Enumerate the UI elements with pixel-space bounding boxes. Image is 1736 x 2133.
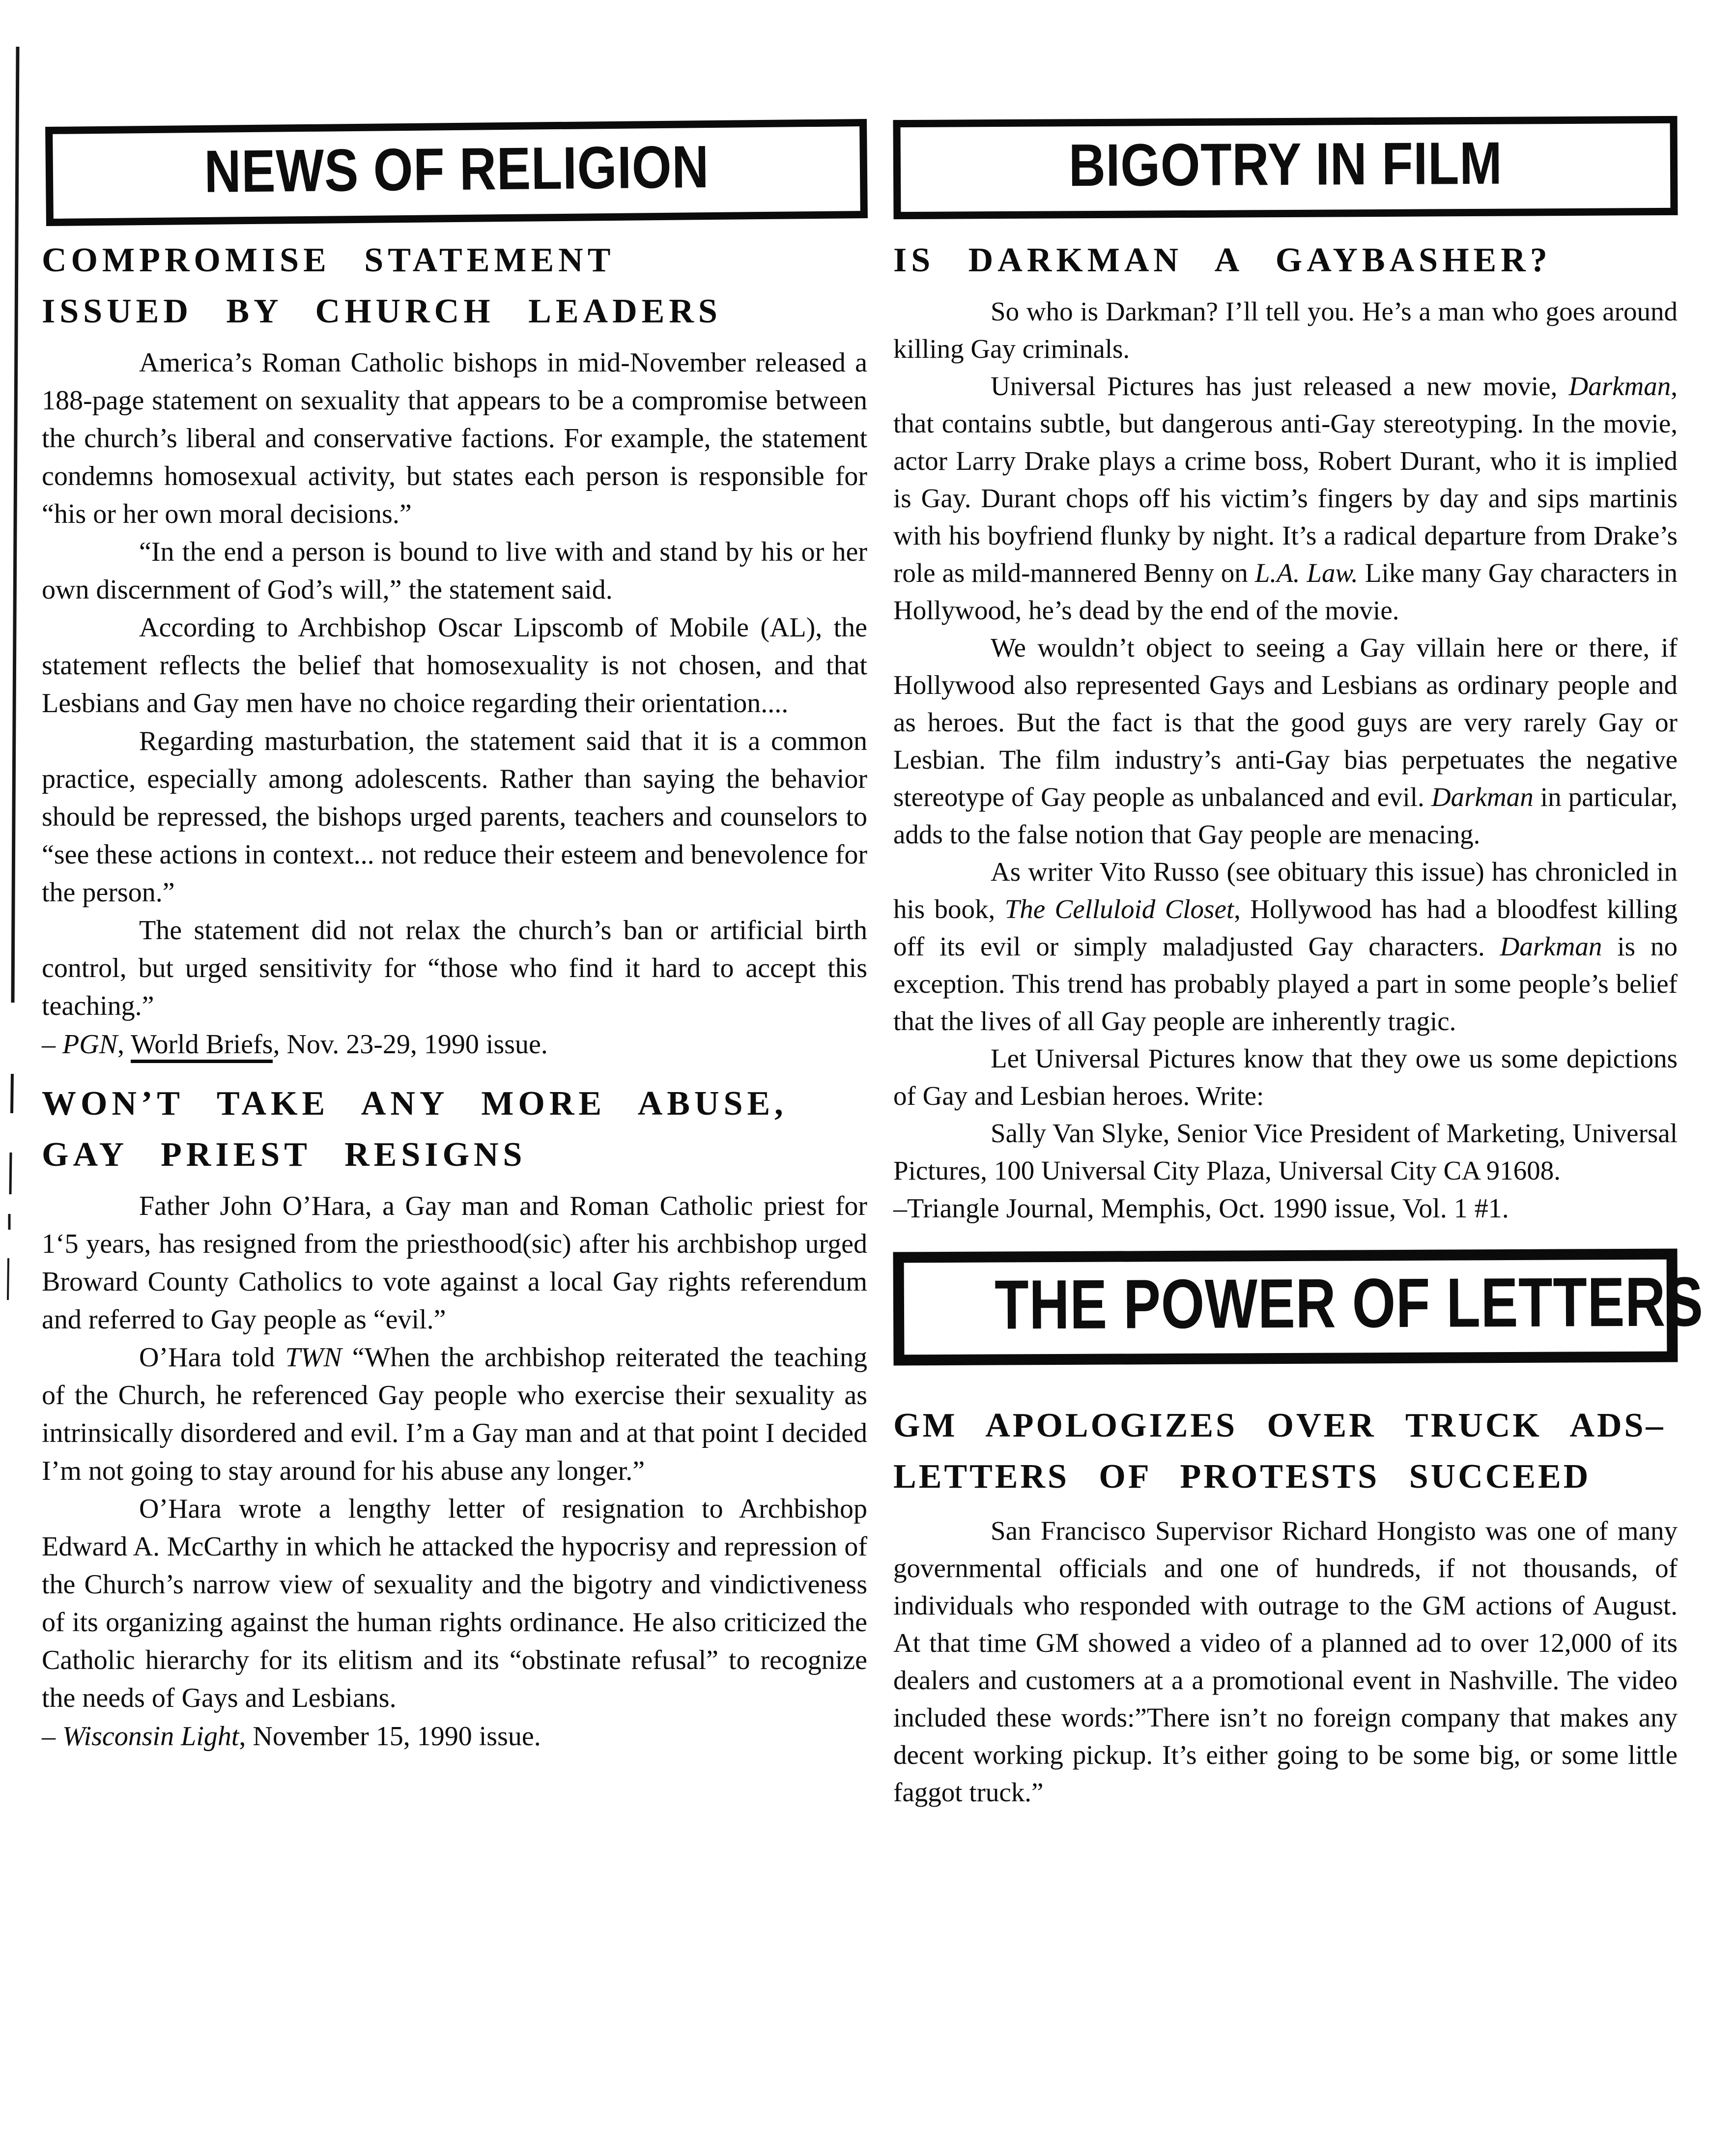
heading-line: COMPROMISE STATEMENT: [42, 241, 615, 279]
heading-line: ISSUED BY CHURCH LEADERS: [42, 292, 722, 330]
paragraph: The statement did not relax the church’s ban or artificial birth control, but urged sensitivity for “those who find it hard to accept this teaching.”: [42, 915, 867, 1021]
section-title-news-of-religion: NEWS OF RELIGION: [203, 133, 710, 205]
heading-line: IS DARKMAN A GAYBASHER?: [893, 241, 1552, 279]
heading-line: GAY PRIEST RESIGNS: [42, 1135, 527, 1174]
article-heading-compromise-statement: [42, 235, 867, 337]
heading-line: WON’T TAKE ANY MORE ABUSE,: [42, 1084, 788, 1123]
article-heading-gm-apologizes: [893, 1400, 1678, 1502]
paragraph: “In the end a person is bound to live with and stand by his or her own discernment of God’s will,” the statement said.: [42, 536, 867, 605]
paragraph: Universal Pictures has just released a new movie, Darkman, that contains subtle, but dangerous anti-Gay stereotyping. In the movie, actor Larry Drake plays a crime boss, Robert Durant, who it is implied is Gay. Durant chops off his victim’s fingers by day and sips martinis with his boyfriend flunky by night. It’s a radical departure from Drake’s role as mild-mannered Benny on L.A. Law. Like many Gay characters in Hollywood, he’s dead by the end of the movie.: [893, 371, 1678, 625]
paragraph: So who is Darkman? I’ll tell you. He’s a man who goes around killing Gay criminals.: [893, 296, 1678, 364]
heading-line: LETTERS OF PROTESTS SUCCEED: [893, 1458, 1591, 1496]
paragraph: Sally Van Slyke, Senior Vice President of Marketing, Universal Pictures, 100 Universal City Plaza, Universal City CA 91608.: [893, 1118, 1678, 1185]
paragraph: Let Universal Pictures know that they owe us some depictions of Gay and Lesbian heroes. Write:: [893, 1043, 1678, 1111]
bigotry-in-film-box: [893, 116, 1678, 219]
right-column: [893, 118, 1704, 1811]
news-of-religion-box: [45, 119, 868, 226]
paragraph: America’s Roman Catholic bishops in mid-November released a 188-page statement on sexuality that appears to be a compromise between the church’s liberal and conservative factions. For example, the statement condemns homosexual activity, but states each person is responsible for “his or her own moral decisions.”: [42, 347, 867, 529]
attribution-pgn: – PGN, World Briefs, Nov. 23-29, 1990 issue.: [42, 1025, 867, 1064]
article-heading-is-darkman-a-gaybasher: [893, 235, 1678, 286]
heading-line: GM APOLOGIZES OVER TRUCK ADS–: [893, 1407, 1666, 1445]
paragraph: We wouldn’t object to seeing a Gay villain here or there, if Hollywood also represented Gays and Lesbians as ordinary people and as heroes. But the fact is that the good guys are very rarely Gay or Lesbian. The film industry’s anti-Gay bias perpetuates the negative stereotype of Gay people as unbalanced and evil. Darkman in particular, adds to the false notion that Gay people are menacing.: [893, 632, 1678, 849]
paragraph: Regarding masturbation, the statement said that it is a common practice, especially among adolescents. Rather than saying the behavior should be repressed, the bishops urged parents, teachers and counselors to “see these actions in context... not reduce their esteem and benevolence for the person.”: [42, 725, 867, 908]
power-of-letters-box: [893, 1248, 1704, 1365]
attribution-wisconsin-light: – Wisconsin Light, November 15, 1990 issue.: [42, 1721, 541, 1752]
paragraph: O’Hara told TWN “When the archbishop reiterated the teaching of the Church, he referenced Gay people who exercise their sexuality as intrinsically disordered and evil. I’m a Gay man and at that point I decided I’m not going to stay around for his abuse any longer.”: [42, 1342, 867, 1486]
article-heading-gay-priest-resigns: [42, 1078, 867, 1181]
left-column: [42, 123, 867, 1756]
paragraph: San Francisco Supervisor Richard Hongisto was one of many governmental officials and one of hundreds, if not thousands, of individuals who responded with outrage to the GM actions of August. At that time GM showed a video of a planned ad to over 12,000 of its dealers and customers at a a promotional event in Nashville. The video included these words:”There isn’t no foreign company that makes any decent working pickup. It’s either going to be some big, or some little faggot truck.”: [893, 1516, 1678, 1808]
paragraph: Father John O’Hara, a Gay man and Roman Catholic priest for 1‘5 years, has resigned from the priesthood(sic) after his archbishop urged Broward County Catholics to vote against a local Gay rights referendum and referred to Gay people as “evil.”: [42, 1190, 867, 1335]
attribution-triangle-journal: –Triangle Journal, Memphis, Oct. 1990 issue, Vol. 1 #1.: [893, 1193, 1509, 1224]
paragraph: As writer Vito Russo (see obituary this issue) has chronicled in his book, The Celluloid Closet, Hollywood has had a bloodfest killing off its evil or simply maladjusted Gay characters. Darkman is no exception. This trend has probably played a part in some people’s belief that the lives of all Gay people are inherently tragic.: [893, 856, 1678, 1036]
paragraph: O’Hara wrote a lengthy letter of resignation to Archbishop Edward A. McCarthy in which he attacked the hypocrisy and repression of the Church’s narrow view of sexuality and the bigotry and vindictiveness of its organizing against the human rights ordinance. He also criticized the Catholic hierarchy for its elitism and its “obstinate refusal” to recognize the needs of Gays and Lesbians.: [42, 1493, 867, 1713]
paragraph: According to Archbishop Oscar Lipscomb of Mobile (AL), the statement reflects the belief that homosexuality is not chosen, and that Lesbians and Gay men have no choice regarding their orientation....: [42, 612, 867, 719]
section-title-power-of-letters: THE POWER OF LETTERS: [994, 1263, 1704, 1344]
section-title-bigotry-in-film: BIGOTRY IN FILM: [1068, 129, 1503, 199]
